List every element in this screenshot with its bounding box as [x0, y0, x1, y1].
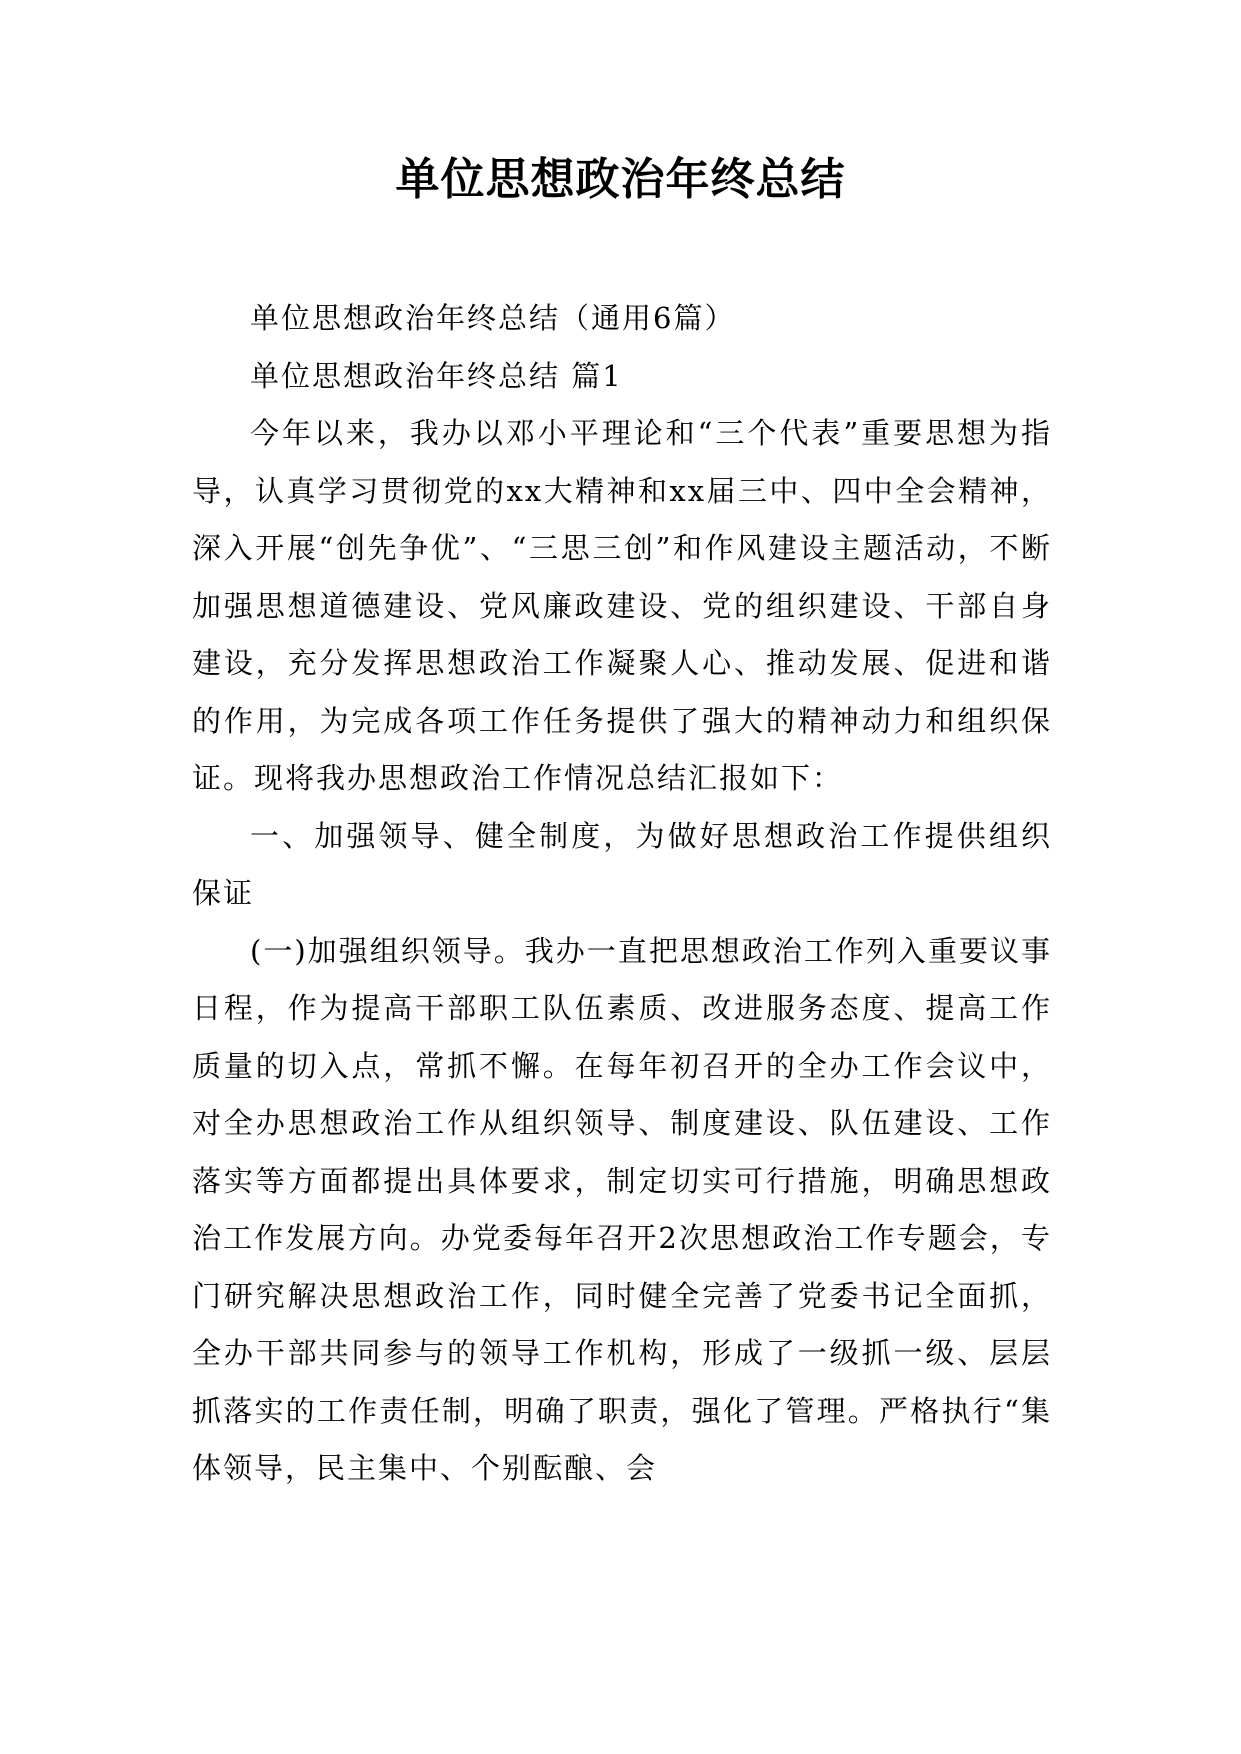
- heading-one-paragraph: 一、加强领导、健全制度，为做好思想政治工作提供组织保证: [192, 818, 1052, 910]
- body-paragraph: (一)加强组织领导。我办一直把思想政治工作列入重要议事日程，作为提高干部职工队伍素质、改进服务态度、提高工作质量的切入点，常抓不懈。在每年初召开的全办工作会议中，对全办思想政治工作从组织领导、制度建设、队伍建设、工作落实等方面都提出具体要求，制定切实可行措施，明确思想政治工作发展方向。办党委每年召开2次思想政治工作专题会，专门研究解决思想政治工作，同时健全完善了党委书记全面抓，全办干部共同参与的领导工作机构，形成了一级抓一级、层层抓落实的工作责任制，明确了职责，强化了管理。严格执行“集体领导，民主集中、个别酝酿、会: [192, 933, 1052, 1485]
- subtitle-paragraph: 单位思想政治年终总结（通用6篇）: [250, 301, 736, 335]
- document-body: [192, 290, 1052, 1498]
- document-title: 单位思想政治年终总结: [395, 154, 846, 205]
- section-heading-paragraph: 单位思想政治年终总结 篇1: [250, 358, 623, 393]
- intro-paragraph: 今年以来，我办以邓小平理论和“三个代表”重要思想为指导，认真学习贯彻党的xx大精神和xx届三中、四中全会精神，深入开展“创先争优”、“三思三创”和作风建设主题活动，不断加强思想道德建设、党风廉政建设、党的组织建设、干部自身建设，充分发挥思想政治工作凝聚人心、推动发展、促进和谐的作用，为完成各项工作任务提供了强大的精神动力和组织保证。现将我办思想政治工作情况总结汇报如下：: [192, 416, 1052, 795]
